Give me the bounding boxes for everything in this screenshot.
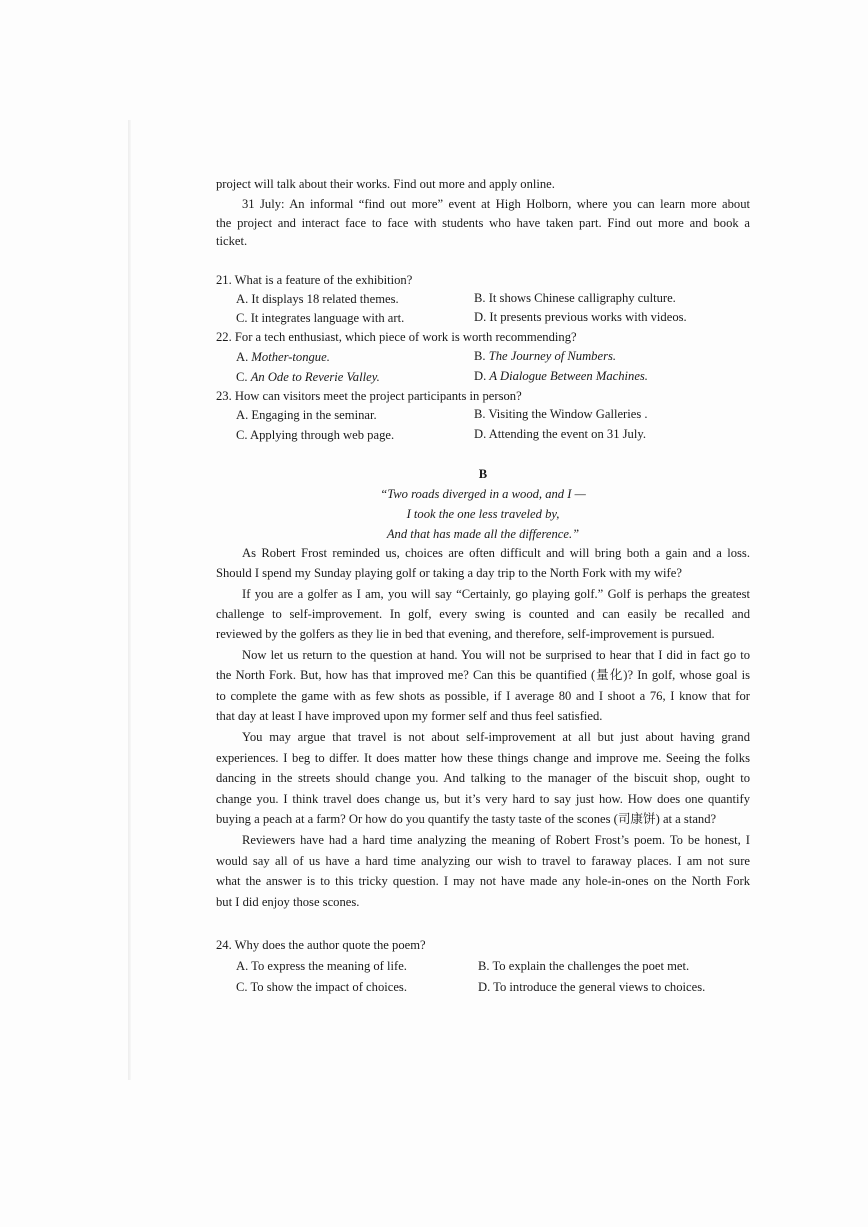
work-title: Mother-tongue. (251, 350, 330, 364)
passage-b-line: You may argue that travel is not about self-improvement at all but just about having grand (242, 730, 750, 744)
passage-b-line: If you are a golfer as I am, you will say “Certainly, go playing golf.” Golf is perhaps the greatest (242, 587, 750, 601)
question-21-option-b: B. It shows Chinese calligraphy culture. (474, 291, 676, 305)
passage-b-line: Should I spend my Sunday playing golf or taking a day trip to the North Fork with my wife? (216, 566, 682, 580)
option-letter: A. (236, 350, 252, 364)
passage-b-line: buying a peach at a farm? Or how do you quantify the tasty taste of the scones (司康饼) at a stand? (216, 812, 717, 826)
question-24-option-a: A. To express the meaning of life. (236, 959, 407, 973)
question-23-option-c: C. Applying through web page. (236, 428, 395, 442)
work-title: An Ode to Reverie Valley. (250, 370, 380, 384)
passage-b-line: change you. I think travel does change us, but it’s very hard to say just how. How does one quantify (216, 792, 750, 806)
question-21-option-c: C. It integrates language with art. (236, 311, 405, 325)
poem-line-2: I took the one less traveled by, (406, 507, 560, 521)
question-24-option-c: C. To show the impact of choices. (236, 980, 407, 994)
passage-b-line: but I did enjoy those scones. (216, 895, 360, 909)
passage-b-line: experiences. I beg to differ. It does matter how these things change and improve me. Seeing the folks (216, 751, 750, 765)
passage-b-line: dancing in the streets should change you. And talking to the manager of the biscuit shop, ought to (216, 771, 750, 785)
question-22-stem: 22. For a tech enthusiast, which piece of work is worth recommending? (216, 330, 577, 344)
question-22-option-c (236, 367, 380, 387)
option-letter: C. (236, 370, 251, 384)
work-title: A Dialogue Between Machines. (489, 369, 648, 383)
question-21-option-a: A. It displays 18 related themes. (236, 292, 399, 306)
question-23-option-d: D. Attending the event on 31 July. (474, 427, 646, 441)
question-22-option-d (474, 366, 648, 386)
question-22-option-a (236, 347, 330, 367)
question-24-option-d: D. To introduce the general views to choices. (478, 980, 706, 994)
section-b-title: B (478, 467, 488, 481)
question-24-stem: 24. Why does the author quote the poem? (216, 938, 426, 952)
question-23-stem: 23. How can visitors meet the project participants in person? (216, 389, 522, 403)
question-23-option-b: B. Visiting the Window Galleries . (474, 407, 648, 421)
question-21-option-d: D. It presents previous works with videos. (474, 310, 687, 324)
question-24-option-b: B. To explain the challenges the poet met. (478, 959, 690, 973)
passage-b-line: As Robert Frost reminded us, choices are often difficult and will bring both a gain and a loss. (242, 546, 750, 560)
option-letter: D. (474, 369, 490, 383)
passage-b-line: Now let us return to the question at hand. You will not be surprised to hear that I did in fact go to (242, 648, 750, 662)
passage-b-line: Reviewers have had a hard time analyzing the meaning of Robert Frost’s poem. To be honest, I (242, 833, 750, 847)
poem-line-1: “Two roads diverged in a wood, and I — (380, 487, 586, 501)
passage-a-line: ticket. (216, 234, 248, 248)
passage-a-line: 31 July: An informal “find out more” event at High Holborn, where you can learn more about (242, 197, 750, 211)
option-letter: B. (474, 349, 489, 363)
passage-a-line: the project and interact face to face with students who have taken part. Find out more and book a (216, 216, 750, 230)
passage-b-line: would say all of us have a hard time analyzing our wish to travel to faraway places. I am not sure (216, 854, 750, 868)
passage-b-line: that day at least I have improved upon my former self and thus feel satisfied. (216, 709, 603, 723)
passage-b-line: challenge to self-improvement. In golf, every swing is counted and can easily be recalled and (216, 607, 750, 621)
question-21-stem: 21. What is a feature of the exhibition? (216, 273, 413, 287)
passage-a-line: project will talk about their works. Find out more and apply online. (216, 177, 555, 191)
scan-shadow (128, 120, 131, 1080)
passage-b-line: reviewed by the golfers as they lie in bed that evening, and therefore, self-improvement is pursued. (216, 627, 715, 641)
passage-b-line: to complete the game with as few shots as possible, if I average 80 and I shoot a 76, I know that for (216, 689, 750, 703)
passage-b-line: what the answer is to this tricky question. I may not have made any hole-in-ones on the North Fork (216, 874, 750, 888)
poem-line-3: And that has made all the difference.” (386, 527, 580, 541)
work-title: The Journey of Numbers. (488, 349, 617, 363)
passage-b-line: the North Fork. But, how has that improved me? Can this be quantified (量化)? In golf, whose goal is (216, 668, 750, 682)
question-23-option-a: A. Engaging in the seminar. (236, 408, 377, 422)
question-22-option-b (474, 346, 616, 366)
